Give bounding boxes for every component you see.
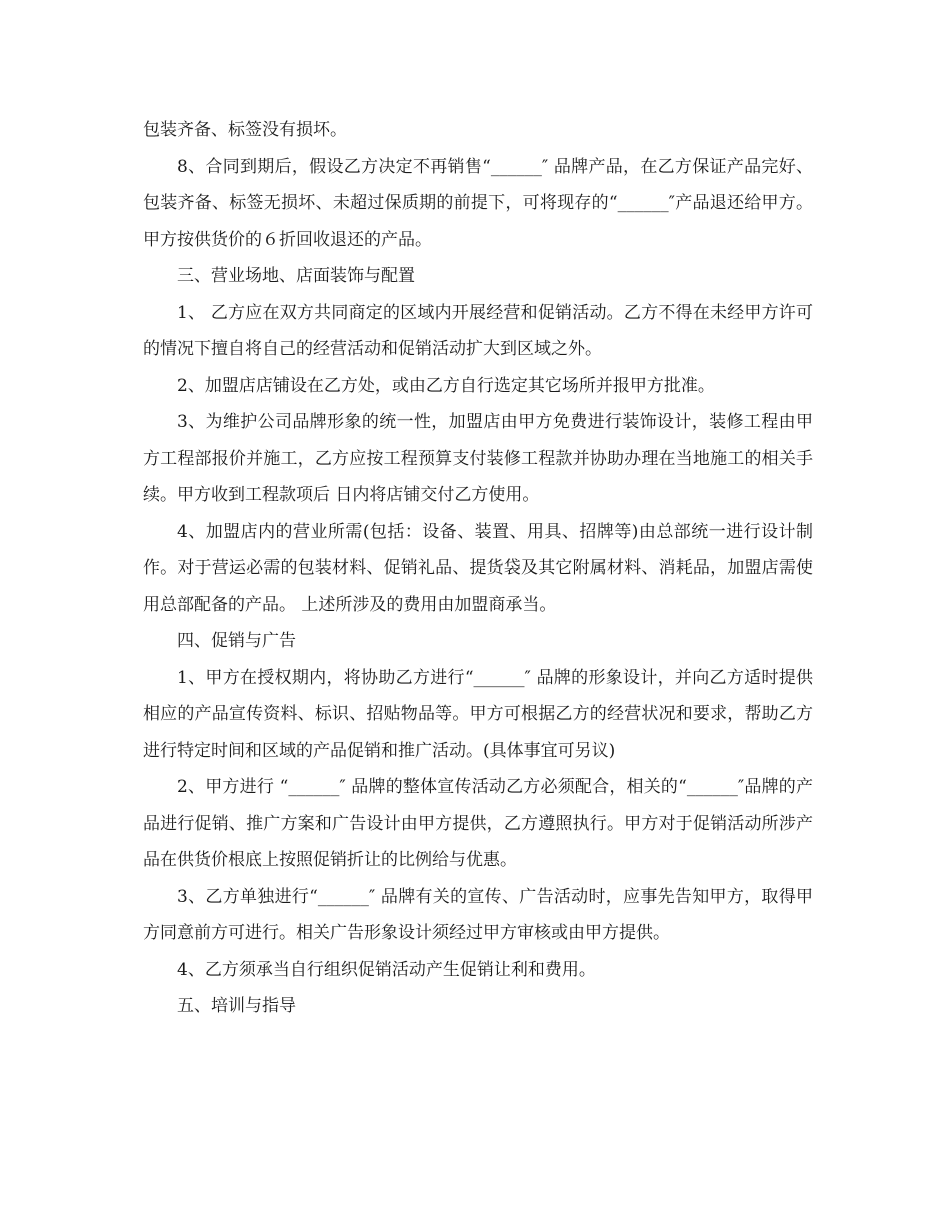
paragraph-9: 1、甲方在授权期内，将协助乙方进行“______″ 品牌的形象设计，并向乙方适时提供相应的产品宣传资料、标识、招贴物品等。甲方可根据乙方的经营状况和要求，帮助乙方进行特定时间和区域的产品促销和推广活动。(具体事宜可另议) bbox=[143, 667, 813, 761]
section-heading-5: 五、培训与指导 bbox=[177, 996, 296, 1016]
paragraph-5: 2、加盟店店铺设在乙方处，或由乙方自行选定其它场所并报甲方批准。 bbox=[177, 375, 715, 396]
paragraph-1: 包装齐备、标签没有损坏。 bbox=[143, 120, 347, 140]
paragraph-12: 4、乙方须承当自行组织促销活动产生促销让利和费用。 bbox=[177, 959, 596, 980]
section-heading-3: 三、营业场地、店面装饰与配置 bbox=[177, 266, 415, 286]
document-body bbox=[143, 112, 813, 1025]
paragraph-7: 4、加盟店内的营业所需(包括：设备、装置、用具、招牌等)由总部统一进行设计制作。对于营运必需的包装材料、促销礼品、提货袋及其它附属材料、消耗品，加盟店需使用总部配备的产品。 上述所涉及的费用由加盟商承当。 bbox=[143, 521, 813, 615]
paragraph-2: 8、合同到期后，假设乙方决定不再销售“______″ 品牌产品，在乙方保证产品完好、包装齐备、标签无损坏、未超过保质期的前提下，可将现存的“______″产品退还给甲方。甲方按供货价的６折回收退还的产品。 bbox=[143, 156, 813, 250]
paragraph-11: 3、乙方单独进行“______″ 品牌有关的宣传、广告活动时，应事先告知甲方，取得甲方同意前方可进行。相关广告形象设计须经过甲方审核或由甲方提供。 bbox=[143, 886, 813, 943]
section-heading-4: 四、促销与广告 bbox=[177, 631, 296, 651]
paragraph-4: 1、 乙方应在双方共同商定的区域内开展经营和促销活动。乙方不得在未经甲方许可的情况下擅自将自己的经营活动和促销活动扩大到区域之外。 bbox=[143, 302, 813, 359]
paragraph-10: 2、甲方进行 “______″ 品牌的整体宣传活动乙方必须配合，相关的“______″品牌的产品进行促销、推广方案和广告设计由甲方提供，乙方遵照执行。甲方对于促销活动所涉产品在供货价根底上按照促销折让的比例给与优惠。 bbox=[143, 777, 813, 870]
paragraph-6: 3、为维护公司品牌形象的统一性，加盟店由甲方免费进行装饰设计，装修工程由甲方工程部报价并施工，乙方应按工程预算支付装修工程款并协助办理在当地施工的相关手续。甲方收到工程款项后 日内将店铺交付乙方使用。 bbox=[143, 412, 813, 505]
